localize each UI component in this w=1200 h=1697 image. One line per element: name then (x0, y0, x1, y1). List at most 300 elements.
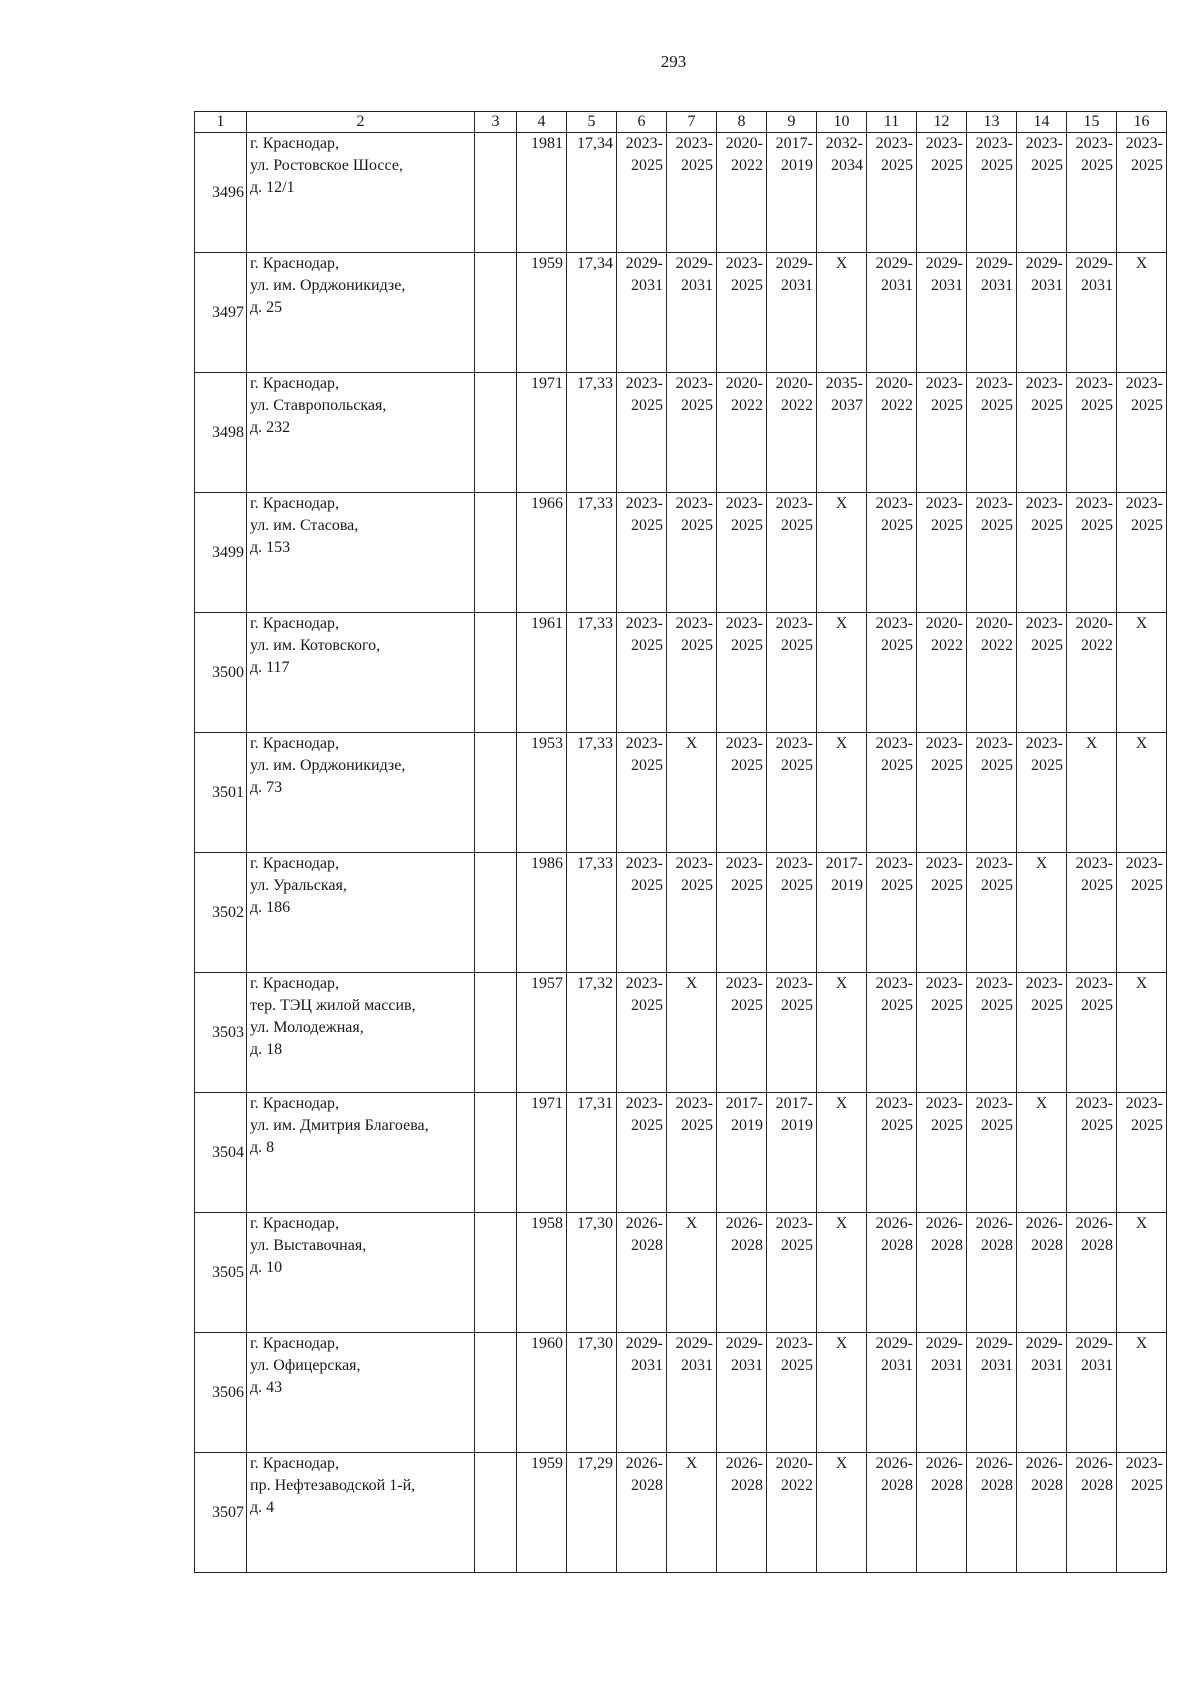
period-cell (1117, 1333, 1167, 1453)
address-line: ул. Молодежная, (250, 1019, 364, 1036)
row-number: 3505 (195, 1213, 247, 1333)
period-year: 2026- (725, 1215, 763, 1232)
build-year-cell: 1971 (517, 373, 567, 493)
period-year: 2028 (981, 1477, 1013, 1494)
period-year: 2031 (681, 1357, 713, 1374)
column-header: 15 (1067, 112, 1117, 133)
period-year: 2023- (1075, 1095, 1113, 1112)
period-year: 2026- (625, 1455, 663, 1472)
period-cell (1017, 253, 1067, 373)
column-header: 4 (517, 112, 567, 133)
address-line: г. Краснодар, (250, 1335, 339, 1352)
column-3-cell (475, 1213, 517, 1333)
period-cell (817, 733, 867, 853)
period-year: 2025 (631, 637, 663, 654)
period-cell (967, 1453, 1017, 1573)
period-cell (817, 853, 867, 973)
period-year: 2031 (931, 277, 963, 294)
period-cell (1067, 253, 1117, 373)
period-year: 2025 (631, 1117, 663, 1134)
column-header: 8 (717, 112, 767, 133)
period-year: 2022 (981, 637, 1013, 654)
period-year: 2023- (925, 495, 963, 512)
period-year: 2023- (875, 495, 913, 512)
period-year: 2028 (731, 1237, 763, 1254)
period-year: 2023- (875, 135, 913, 152)
period-year: 2025 (931, 877, 963, 894)
address-cell (247, 973, 475, 1093)
table-row (195, 493, 1167, 613)
column-header: 6 (617, 112, 667, 133)
period-year: 2029- (875, 255, 913, 272)
period-year: 2025 (781, 1357, 813, 1374)
not-applicable-mark: X (835, 1215, 848, 1232)
period-year: 2029- (675, 255, 713, 272)
period-year: 2025 (881, 157, 913, 174)
address-line: ул. им. Орджоникидзе, (250, 277, 406, 294)
period-cell (1117, 1093, 1167, 1213)
row-number: 3497 (195, 253, 247, 373)
period-cell (917, 133, 967, 253)
table-body (195, 133, 1167, 1573)
period-year: 2020- (1075, 615, 1113, 632)
period-cell (1067, 1093, 1117, 1213)
period-year: 2029- (1075, 1335, 1113, 1352)
period-cell (1067, 493, 1117, 613)
period-year: 2025 (1081, 517, 1113, 534)
period-year: 2025 (1131, 517, 1163, 534)
period-cell (967, 853, 1017, 973)
column-3-cell (475, 613, 517, 733)
period-year: 2025 (981, 397, 1013, 414)
period-cell (767, 973, 817, 1093)
column-header: 14 (1017, 112, 1067, 133)
period-cell (867, 253, 917, 373)
period-year: 2025 (781, 1237, 813, 1254)
period-cell (1017, 1213, 1067, 1333)
period-year: 2029- (675, 1335, 713, 1352)
housing-register-table (194, 111, 1167, 1573)
period-year: 2023- (775, 1335, 813, 1352)
period-year: 2032- (825, 135, 863, 152)
period-cell (1017, 1093, 1067, 1213)
column-3-cell (475, 373, 517, 493)
address-line: д. 25 (250, 299, 283, 316)
column-3-cell (475, 253, 517, 373)
period-year: 2028 (731, 1477, 763, 1494)
period-cell (917, 973, 967, 1093)
address-line: д. 117 (250, 659, 290, 676)
address-line: ул. Ростовское Шоссе, (250, 157, 403, 174)
build-year-cell: 1953 (517, 733, 567, 853)
period-cell (667, 1213, 717, 1333)
row-number: 3498 (195, 373, 247, 493)
table-row (195, 853, 1167, 973)
not-applicable-mark: X (685, 735, 698, 752)
period-cell (817, 613, 867, 733)
period-cell (667, 853, 717, 973)
period-cell (1017, 973, 1067, 1093)
period-year: 2028 (931, 1237, 963, 1254)
period-year: 2023- (775, 855, 813, 872)
address-line: д. 73 (250, 779, 283, 796)
table-row (195, 1093, 1167, 1213)
period-year: 2025 (781, 877, 813, 894)
period-cell (717, 733, 767, 853)
period-year: 2023- (1025, 615, 1063, 632)
period-year: 2023- (1025, 975, 1063, 992)
period-cell (817, 973, 867, 1093)
period-year: 2025 (1131, 157, 1163, 174)
period-year: 2023- (925, 375, 963, 392)
period-year: 2025 (731, 637, 763, 654)
period-year: 2023- (1125, 855, 1163, 872)
period-cell (767, 493, 817, 613)
period-year: 2029- (625, 1335, 663, 1352)
period-year: 2025 (681, 1117, 713, 1134)
period-year: 2029- (975, 1335, 1013, 1352)
period-year: 2028 (881, 1477, 913, 1494)
period-year: 2023- (625, 975, 663, 992)
period-cell (1067, 613, 1117, 733)
address-line: д. 4 (250, 1499, 275, 1516)
index-value-cell: 17,34 (567, 133, 617, 253)
period-year: 2017- (775, 1095, 813, 1112)
period-cell (667, 1333, 717, 1453)
index-value-cell: 17,33 (567, 613, 617, 733)
period-cell (767, 1213, 817, 1333)
not-applicable-mark: X (835, 615, 848, 632)
period-year: 2023- (775, 615, 813, 632)
period-cell (1067, 733, 1117, 853)
address-line: г. Краснодар, (250, 255, 339, 272)
table-row (195, 1453, 1167, 1573)
period-year: 2029- (875, 1335, 913, 1352)
period-cell (767, 1093, 817, 1213)
period-year: 2025 (631, 997, 663, 1014)
period-year: 2020- (725, 135, 763, 152)
address-line: д. 8 (250, 1139, 275, 1156)
address-line: ул. им. Котовского, (250, 637, 381, 654)
period-year: 2025 (981, 517, 1013, 534)
not-applicable-mark: X (1085, 735, 1098, 752)
period-cell (867, 133, 917, 253)
index-value-cell: 17,33 (567, 373, 617, 493)
index-value-cell: 17,29 (567, 1453, 617, 1573)
period-year: 2023- (1125, 375, 1163, 392)
period-cell (1117, 1453, 1167, 1573)
address-line: г. Краснодар, (250, 1215, 339, 1232)
period-year: 2025 (731, 757, 763, 774)
not-applicable-mark: X (1035, 855, 1048, 872)
address-line: ул. Ставропольская, (250, 397, 387, 414)
address-line: ул. Выставочная, (250, 1237, 367, 1254)
period-year: 2025 (881, 757, 913, 774)
not-applicable-mark: X (835, 255, 848, 272)
address-cell (247, 1213, 475, 1333)
not-applicable-mark: X (835, 1455, 848, 1472)
column-header: 1 (195, 112, 247, 133)
column-3-cell (475, 1333, 517, 1453)
period-cell (717, 1453, 767, 1573)
period-year: 2025 (881, 637, 913, 654)
address-cell (247, 853, 475, 973)
period-cell (867, 973, 917, 1093)
address-line: г. Краснодар, (250, 1095, 339, 1112)
period-year: 2031 (1081, 1357, 1113, 1374)
period-year: 2017- (775, 135, 813, 152)
period-year: 2031 (631, 1357, 663, 1374)
period-cell (717, 133, 767, 253)
period-cell (917, 613, 967, 733)
period-cell (767, 733, 817, 853)
index-value-cell: 17,31 (567, 1093, 617, 1213)
address-cell (247, 493, 475, 613)
period-cell (817, 493, 867, 613)
address-cell (247, 1453, 475, 1573)
period-year: 2025 (881, 517, 913, 534)
period-year: 2025 (931, 997, 963, 1014)
row-number: 3504 (195, 1093, 247, 1213)
period-year: 2023- (875, 735, 913, 752)
period-year: 2028 (1081, 1237, 1113, 1254)
column-header: 12 (917, 112, 967, 133)
period-cell (917, 1453, 967, 1573)
period-year: 2023- (975, 855, 1013, 872)
period-year: 2029- (925, 255, 963, 272)
not-applicable-mark: X (835, 495, 848, 512)
period-year: 2026- (1075, 1215, 1113, 1232)
row-number: 3499 (195, 493, 247, 613)
column-header: 10 (817, 112, 867, 133)
not-applicable-mark: X (835, 975, 848, 992)
period-year: 2031 (1081, 277, 1113, 294)
period-cell (617, 1453, 667, 1573)
period-cell (667, 253, 717, 373)
address-line: г. Краснодар, (250, 495, 339, 512)
build-year-cell: 1961 (517, 613, 567, 733)
period-year: 2023- (775, 975, 813, 992)
period-year: 2028 (931, 1477, 963, 1494)
period-year: 2023- (1075, 375, 1113, 392)
period-cell (1017, 733, 1067, 853)
period-cell (1117, 853, 1167, 973)
period-cell (717, 373, 767, 493)
column-header: 16 (1117, 112, 1167, 133)
period-year: 2029- (1025, 1335, 1063, 1352)
period-cell (667, 133, 717, 253)
period-cell (617, 733, 667, 853)
period-cell (817, 253, 867, 373)
row-number: 3501 (195, 733, 247, 853)
period-cell (967, 373, 1017, 493)
period-cell (667, 613, 717, 733)
period-cell (867, 1333, 917, 1453)
period-year: 2023- (1025, 135, 1063, 152)
period-year: 2029- (1075, 255, 1113, 272)
period-year: 2017- (725, 1095, 763, 1112)
period-year: 2023- (675, 855, 713, 872)
period-year: 2023- (875, 855, 913, 872)
period-year: 2025 (1131, 1477, 1163, 1494)
period-year: 2025 (881, 877, 913, 894)
period-cell (817, 1213, 867, 1333)
address-cell (247, 373, 475, 493)
period-cell (617, 1213, 667, 1333)
period-year: 2025 (1081, 997, 1113, 1014)
address-line: ул. им. Орджоникидзе, (250, 757, 406, 774)
address-cell (247, 133, 475, 253)
period-cell (967, 133, 1017, 253)
period-year: 2025 (731, 277, 763, 294)
period-year: 2023- (625, 375, 663, 392)
period-cell (717, 1213, 767, 1333)
not-applicable-mark: X (835, 1335, 848, 1352)
column-header: 2 (247, 112, 475, 133)
period-year: 2029- (975, 255, 1013, 272)
period-year: 2023- (975, 735, 1013, 752)
period-cell (717, 1093, 767, 1213)
period-cell (817, 373, 867, 493)
period-year: 2023- (1075, 855, 1113, 872)
period-year: 2035- (825, 375, 863, 392)
period-cell (717, 853, 767, 973)
period-year: 2026- (975, 1215, 1013, 1232)
column-header-row (195, 112, 1167, 133)
period-year: 2022 (781, 397, 813, 414)
period-year: 2023- (875, 615, 913, 632)
period-cell (817, 1093, 867, 1213)
period-year: 2023- (775, 495, 813, 512)
table-row (195, 1213, 1167, 1333)
period-year: 2031 (681, 277, 713, 294)
not-applicable-mark: X (685, 1455, 698, 1472)
period-year: 2023- (925, 855, 963, 872)
period-year: 2025 (1131, 1117, 1163, 1134)
period-cell (1117, 1213, 1167, 1333)
not-applicable-mark: X (835, 1095, 848, 1112)
period-year: 2031 (981, 277, 1013, 294)
period-cell (717, 973, 767, 1093)
period-year: 2023- (925, 1095, 963, 1112)
table-row (195, 253, 1167, 373)
index-value-cell: 17,34 (567, 253, 617, 373)
period-cell (667, 973, 717, 1093)
index-value-cell: 17,32 (567, 973, 617, 1093)
period-cell (917, 373, 967, 493)
period-year: 2025 (631, 157, 663, 174)
address-line: д. 12/1 (250, 179, 295, 196)
period-year: 2022 (881, 397, 913, 414)
period-year: 2020- (925, 615, 963, 632)
period-year: 2025 (1081, 877, 1113, 894)
period-cell (717, 1333, 767, 1453)
period-year: 2025 (1031, 157, 1063, 174)
period-cell (717, 613, 767, 733)
period-cell (717, 253, 767, 373)
not-applicable-mark: X (1135, 975, 1148, 992)
period-year: 2023- (1125, 135, 1163, 152)
period-year: 2023- (975, 135, 1013, 152)
period-year: 2031 (981, 1357, 1013, 1374)
period-year: 2034 (831, 157, 863, 174)
period-cell (967, 1333, 1017, 1453)
column-header: 11 (867, 112, 917, 133)
period-year: 2023- (1075, 975, 1113, 992)
period-year: 2025 (1081, 397, 1113, 414)
index-value-cell: 17,33 (567, 853, 617, 973)
period-year: 2025 (931, 1117, 963, 1134)
period-cell (967, 253, 1017, 373)
period-year: 2023- (725, 615, 763, 632)
period-year: 2023- (675, 375, 713, 392)
period-cell (1017, 1453, 1067, 1573)
address-line: г. Краснодар, (250, 375, 339, 392)
column-3-cell (475, 733, 517, 853)
period-cell (1017, 133, 1067, 253)
column-3-cell (475, 1093, 517, 1213)
period-year: 2020- (725, 375, 763, 392)
period-cell (1067, 1333, 1117, 1453)
period-year: 2022 (931, 637, 963, 654)
period-year: 2025 (681, 157, 713, 174)
period-year: 2022 (731, 397, 763, 414)
period-year: 2023- (725, 255, 763, 272)
period-year: 2028 (631, 1477, 663, 1494)
not-applicable-mark: X (1135, 735, 1148, 752)
period-year: 2023- (975, 375, 1013, 392)
period-year: 2025 (1031, 397, 1063, 414)
period-year: 2025 (631, 517, 663, 534)
address-line: ул. Офицерская, (250, 1357, 361, 1374)
column-3-cell (475, 973, 517, 1093)
period-cell (617, 373, 667, 493)
period-cell (1117, 373, 1167, 493)
not-applicable-mark: X (835, 735, 848, 752)
period-cell (967, 973, 1017, 1093)
period-cell (667, 1093, 717, 1213)
period-cell (617, 1333, 667, 1453)
period-year: 2025 (681, 877, 713, 894)
not-applicable-mark: X (1035, 1095, 1048, 1112)
period-year: 2025 (731, 877, 763, 894)
period-cell (917, 253, 967, 373)
index-value-cell: 17,30 (567, 1213, 617, 1333)
period-cell (917, 853, 967, 973)
row-number: 3500 (195, 613, 247, 733)
period-cell (817, 1453, 867, 1573)
period-year: 2025 (781, 997, 813, 1014)
row-number: 3496 (195, 133, 247, 253)
address-cell (247, 1333, 475, 1453)
period-cell (767, 253, 817, 373)
table-row (195, 1333, 1167, 1453)
period-year: 2025 (931, 157, 963, 174)
period-year: 2020- (875, 375, 913, 392)
period-cell (1017, 373, 1067, 493)
period-year: 2023- (625, 615, 663, 632)
period-year: 2023- (625, 495, 663, 512)
address-cell (247, 613, 475, 733)
period-year: 2023- (1125, 1095, 1163, 1112)
period-year: 2019 (831, 877, 863, 894)
period-cell (1117, 613, 1167, 733)
period-year: 2025 (631, 397, 663, 414)
period-year: 2028 (981, 1237, 1013, 1254)
period-year: 2025 (1031, 997, 1063, 1014)
period-cell (767, 373, 817, 493)
period-year: 2026- (725, 1455, 763, 1472)
